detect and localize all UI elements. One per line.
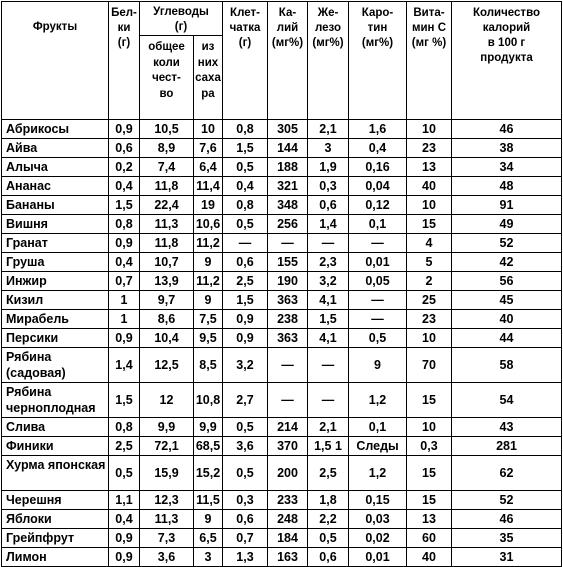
header-carbs-total-line: чест- [152, 72, 181, 84]
calories-cell: 281 [452, 437, 562, 456]
table-row [2, 272, 562, 291]
carbs-total-cell: 7,3 [140, 529, 194, 548]
table-row [2, 456, 562, 491]
sugar-cell: 3 [194, 548, 223, 567]
protein-cell: 0,9 [109, 120, 140, 139]
fruit-name-cell: Черешня [2, 491, 109, 510]
fruit-name-cell: Алыча [2, 158, 109, 177]
carbs-total-cell: 10,7 [140, 253, 194, 272]
calories-cell: 58 [452, 348, 562, 383]
table-header [2, 2, 562, 120]
table-row [2, 215, 562, 234]
iron-cell: 2,5 [308, 456, 349, 491]
fruit-name-cell: Грейпфрут [2, 529, 109, 548]
header-vitamin-c [407, 2, 452, 120]
table-row [2, 253, 562, 272]
calories-cell: 43 [452, 418, 562, 437]
sugar-cell: 9 [194, 510, 223, 529]
fiber-cell: 1,3 [223, 548, 268, 567]
protein-cell: 0,4 [109, 177, 140, 196]
iron-cell: 1,9 [308, 158, 349, 177]
table-row [2, 437, 562, 456]
calories-cell: 34 [452, 158, 562, 177]
vitamin-c-cell: 40 [407, 548, 452, 567]
iron-cell: 1,4 [308, 215, 349, 234]
sugar-cell: 10,6 [194, 215, 223, 234]
protein-cell: 1,1 [109, 491, 140, 510]
header-potassium-line: Ка- [278, 7, 297, 19]
fruit-name-cell: Финики [2, 437, 109, 456]
calories-cell: 31 [452, 548, 562, 567]
table-row [2, 177, 562, 196]
calories-cell: 35 [452, 529, 562, 548]
potassium-cell: 200 [268, 456, 308, 491]
header-calories-line: продукта [480, 52, 533, 64]
protein-cell: 0,4 [109, 510, 140, 529]
header-fiber-line: Клет- [230, 7, 260, 19]
header-protein-line: (г) [117, 37, 131, 49]
vitamin-c-cell: 23 [407, 139, 452, 158]
sugar-cell: 9 [194, 291, 223, 310]
header-carotene [349, 2, 407, 120]
carotene-cell: 0,12 [349, 196, 407, 215]
fruit-name-cell: Ананас [2, 177, 109, 196]
carbs-total-cell: 11,3 [140, 215, 194, 234]
carotene-cell: 0,05 [349, 272, 407, 291]
header-carbs-sugar-line: них [197, 56, 219, 69]
carbs-total-cell: 11,8 [140, 234, 194, 253]
potassium-cell: 188 [268, 158, 308, 177]
fiber-cell: 0,6 [223, 253, 268, 272]
vitamin-c-cell: 0,3 [407, 437, 452, 456]
fiber-cell: 0,4 [223, 177, 268, 196]
sugar-cell: 9,9 [194, 418, 223, 437]
vitamin-c-cell: 15 [407, 215, 452, 234]
fruit-name-cell: Рябина (садовая) [2, 348, 109, 383]
header-potassium-line: (мг%) [271, 37, 304, 49]
carbs-total-cell: 9,9 [140, 418, 194, 437]
carotene-cell: — [349, 234, 407, 253]
header-fruit [2, 2, 109, 120]
protein-cell: 0,9 [109, 529, 140, 548]
protein-cell: 1,4 [109, 348, 140, 383]
potassium-cell: 370 [268, 437, 308, 456]
carotene-cell: 0,04 [349, 177, 407, 196]
vitamin-c-cell: 25 [407, 291, 452, 310]
sugar-cell: 7,6 [194, 139, 223, 158]
fiber-cell: 0,7 [223, 529, 268, 548]
iron-cell: 0,5 [308, 529, 349, 548]
iron-cell: 2,2 [308, 510, 349, 529]
carotene-cell: 0,01 [349, 548, 407, 567]
potassium-cell: 256 [268, 215, 308, 234]
protein-cell: 1 [109, 291, 140, 310]
carbs-total-cell: 8,9 [140, 139, 194, 158]
carotene-cell: 9 [349, 348, 407, 383]
table-row [2, 529, 562, 548]
vitamin-c-cell: 13 [407, 158, 452, 177]
carbs-total-cell: 12 [140, 383, 194, 418]
protein-cell: 2,5 [109, 437, 140, 456]
header-carbs-sugar-line: ра [201, 87, 215, 100]
protein-cell: 1 [109, 310, 140, 329]
fruit-name-cell: Гранат [2, 234, 109, 253]
fruit-name-cell: Яблоки [2, 510, 109, 529]
fruit-name-cell: Слива [2, 418, 109, 437]
protein-cell: 0,9 [109, 329, 140, 348]
protein-cell: 1,5 [109, 383, 140, 418]
protein-cell: 0,5 [109, 456, 140, 491]
calories-cell: 48 [452, 177, 562, 196]
calories-cell: 38 [452, 139, 562, 158]
calories-cell: 49 [452, 215, 562, 234]
carotene-cell: 0,01 [349, 253, 407, 272]
sugar-cell: 68,5 [194, 437, 223, 456]
table-row [2, 234, 562, 253]
sugar-cell: 9 [194, 253, 223, 272]
iron-cell: 4,1 [308, 329, 349, 348]
carbs-total-cell: 7,4 [140, 158, 194, 177]
calories-cell: 44 [452, 329, 562, 348]
header-carbs-sugar-line: саха [195, 72, 221, 84]
vitamin-c-cell: 15 [407, 456, 452, 491]
iron-cell: 1,5 1 [308, 437, 349, 456]
fiber-cell: 0,6 [223, 510, 268, 529]
carotene-cell: 0,03 [349, 510, 407, 529]
potassium-cell: 321 [268, 177, 308, 196]
fiber-cell: 2,5 [223, 272, 268, 291]
potassium-cell: 238 [268, 310, 308, 329]
fruit-name-cell: Персики [2, 329, 109, 348]
iron-cell: 3,2 [308, 272, 349, 291]
sugar-cell: 8,5 [194, 348, 223, 383]
header-carbs-total-line: общее [148, 41, 185, 53]
calories-cell: 40 [452, 310, 562, 329]
vitamin-c-cell: 5 [407, 253, 452, 272]
vitamin-c-cell: 10 [407, 196, 452, 215]
protein-cell: 0,8 [109, 418, 140, 437]
iron-cell: 1,8 [308, 491, 349, 510]
carotene-cell: — [349, 310, 407, 329]
iron-cell: 3 [308, 139, 349, 158]
header-carbs-total [140, 36, 194, 120]
fiber-cell: 0,5 [223, 418, 268, 437]
protein-cell: 0,4 [109, 253, 140, 272]
carbs-total-cell: 9,7 [140, 291, 194, 310]
fiber-cell: 3,6 [223, 437, 268, 456]
fiber-cell: 0,8 [223, 196, 268, 215]
potassium-cell: 214 [268, 418, 308, 437]
table-row [2, 329, 562, 348]
potassium-cell: 363 [268, 291, 308, 310]
calories-cell: 52 [452, 234, 562, 253]
vitamin-c-cell: 70 [407, 348, 452, 383]
potassium-cell: 248 [268, 510, 308, 529]
vitamin-c-cell: 60 [407, 529, 452, 548]
table-body [2, 120, 562, 567]
protein-cell: 0,7 [109, 272, 140, 291]
iron-cell: — [308, 348, 349, 383]
header-calories-line: калорий [482, 22, 531, 34]
carotene-cell: 0,02 [349, 529, 407, 548]
calories-cell: 62 [452, 456, 562, 491]
header-carbs-sugar [194, 36, 223, 120]
sugar-cell: 10 [194, 120, 223, 139]
vitamin-c-cell: 40 [407, 177, 452, 196]
header-protein [109, 2, 140, 120]
carbs-total-cell: 11,8 [140, 177, 194, 196]
header-calories-line: Количество [472, 7, 541, 19]
header-potassium-line: лий [276, 22, 299, 34]
fiber-cell: — [223, 234, 268, 253]
header-carbs-total-line: коли [153, 56, 180, 69]
header-protein-line: ки [117, 22, 131, 34]
fiber-cell: 3,2 [223, 348, 268, 383]
carotene-cell: 0,4 [349, 139, 407, 158]
header-iron-line: Же- [317, 7, 339, 19]
potassium-cell: 305 [268, 120, 308, 139]
fiber-cell: 0,5 [223, 456, 268, 491]
carotene-cell: — [349, 291, 407, 310]
table-row [2, 291, 562, 310]
protein-cell: 0,8 [109, 215, 140, 234]
fiber-cell: 1,5 [223, 139, 268, 158]
carbs-total-cell: 15,9 [140, 456, 194, 491]
vitamin-c-cell: 10 [407, 120, 452, 139]
table-row [2, 491, 562, 510]
sugar-cell: 6,5 [194, 529, 223, 548]
table-row [2, 120, 562, 139]
calories-cell: 42 [452, 253, 562, 272]
carbs-total-cell: 10,5 [140, 120, 194, 139]
fiber-cell: 0,3 [223, 491, 268, 510]
vitamin-c-cell: 10 [407, 329, 452, 348]
potassium-cell: — [268, 348, 308, 383]
protein-cell: 0,9 [109, 234, 140, 253]
carotene-cell: 1,6 [349, 120, 407, 139]
carbs-total-cell: 13,9 [140, 272, 194, 291]
sugar-cell: 19 [194, 196, 223, 215]
header-iron [308, 2, 349, 120]
potassium-cell: 184 [268, 529, 308, 548]
fruit-name-cell: Абрикосы [2, 120, 109, 139]
header-carbs-line: (г) [174, 21, 188, 33]
header-potassium [268, 2, 308, 120]
calories-cell: 46 [452, 510, 562, 529]
table-row [2, 196, 562, 215]
header-fruit-label: Фрукты [32, 21, 78, 33]
carotene-cell: 0,5 [349, 329, 407, 348]
protein-cell: 0,6 [109, 139, 140, 158]
carbs-total-cell: 10,4 [140, 329, 194, 348]
carbs-total-cell: 11,3 [140, 510, 194, 529]
potassium-cell: 363 [268, 329, 308, 348]
carotene-cell: 1,2 [349, 383, 407, 418]
potassium-cell: 190 [268, 272, 308, 291]
fruit-name-cell: Лимон [2, 548, 109, 567]
sugar-cell: 7,5 [194, 310, 223, 329]
header-carbs [140, 2, 223, 36]
table-row [2, 139, 562, 158]
sugar-cell: 6,4 [194, 158, 223, 177]
carbs-total-cell: 22,4 [140, 196, 194, 215]
header-carbs-line: Углеводы [153, 6, 209, 18]
sugar-cell: 11,2 [194, 272, 223, 291]
vitamin-c-cell: 10 [407, 418, 452, 437]
table-row [2, 548, 562, 567]
fiber-cell: 0,9 [223, 310, 268, 329]
header-fiber [223, 2, 268, 120]
carotene-cell: 0,16 [349, 158, 407, 177]
table-row [2, 510, 562, 529]
vitamin-c-cell: 23 [407, 310, 452, 329]
fiber-cell: 1,5 [223, 291, 268, 310]
carbs-total-cell: 12,3 [140, 491, 194, 510]
fruit-name-cell: Хурма японская [2, 456, 109, 491]
iron-cell: 4,1 [308, 291, 349, 310]
header-carotene-line: Каро- [361, 7, 394, 19]
table-row [2, 348, 562, 383]
carbs-total-cell: 3,6 [140, 548, 194, 567]
sugar-cell: 9,5 [194, 329, 223, 348]
sugar-cell: 15,2 [194, 456, 223, 491]
fruit-name-cell: Бананы [2, 196, 109, 215]
header-carotene-line: (мг%) [361, 37, 394, 49]
header-iron-line: лезо [314, 22, 341, 34]
carotene-cell: 0,1 [349, 215, 407, 234]
calories-cell: 56 [452, 272, 562, 291]
iron-cell: 1,5 [308, 310, 349, 329]
iron-cell: — [308, 234, 349, 253]
iron-cell: 0,6 [308, 196, 349, 215]
calories-cell: 54 [452, 383, 562, 418]
carotene-cell: 0,1 [349, 418, 407, 437]
header-fiber-line: чатка [229, 22, 261, 34]
fruit-name-cell: Кизил [2, 291, 109, 310]
header-carbs-sugar-line: из [201, 41, 215, 53]
protein-cell: 1,5 [109, 196, 140, 215]
vitamin-c-cell: 13 [407, 510, 452, 529]
table-row [2, 418, 562, 437]
sugar-cell: 11,5 [194, 491, 223, 510]
calories-cell: 46 [452, 120, 562, 139]
header-vitamin-c-line: Вита- [413, 7, 445, 19]
table-row [2, 158, 562, 177]
header-calories-line: в 100 г [487, 37, 526, 49]
fruit-name-cell: Груша [2, 253, 109, 272]
fiber-cell: 0,8 [223, 120, 268, 139]
iron-cell: 0,6 [308, 548, 349, 567]
sugar-cell: 10,8 [194, 383, 223, 418]
header-fiber-line: (г) [238, 37, 252, 49]
carotene-cell: Следы [349, 437, 407, 456]
header-protein-line: Бел- [111, 7, 137, 19]
fiber-cell: 0,5 [223, 215, 268, 234]
protein-cell: 0,9 [109, 548, 140, 567]
fruit-name-cell: Мирабель [2, 310, 109, 329]
sugar-cell: 11,2 [194, 234, 223, 253]
iron-cell: 2,1 [308, 120, 349, 139]
potassium-cell: 144 [268, 139, 308, 158]
fruit-name-cell: Вишня [2, 215, 109, 234]
iron-cell: 2,3 [308, 253, 349, 272]
header-iron-line: (мг%) [312, 37, 344, 49]
carbs-total-cell: 8,6 [140, 310, 194, 329]
calories-cell: 91 [452, 196, 562, 215]
header-carbs-total-line: во [159, 87, 174, 100]
potassium-cell: 233 [268, 491, 308, 510]
table-row [2, 383, 562, 418]
carotene-cell: 1,2 [349, 456, 407, 491]
header-calories [452, 2, 562, 120]
potassium-cell: — [268, 383, 308, 418]
carotene-cell: 0,15 [349, 491, 407, 510]
fiber-cell: 0,5 [223, 158, 268, 177]
table-row [2, 310, 562, 329]
fruit-name-cell: Рябина черноплодная [2, 383, 109, 418]
sugar-cell: 11,4 [194, 177, 223, 196]
carbs-total-cell: 72,1 [140, 437, 194, 456]
protein-cell: 0,2 [109, 158, 140, 177]
vitamin-c-cell: 2 [407, 272, 452, 291]
fiber-cell: 2,7 [223, 383, 268, 418]
vitamin-c-cell: 15 [407, 491, 452, 510]
fruit-nutrition-table [1, 1, 562, 567]
iron-cell: — [308, 383, 349, 418]
vitamin-c-cell: 4 [407, 234, 452, 253]
header-vitamin-c-line: мин С [411, 22, 447, 34]
carbs-total-cell: 12,5 [140, 348, 194, 383]
calories-cell: 45 [452, 291, 562, 310]
header-vitamin-c-line: (мг %) [411, 37, 447, 49]
potassium-cell: 348 [268, 196, 308, 215]
potassium-cell: 155 [268, 253, 308, 272]
fruit-name-cell: Инжир [2, 272, 109, 291]
fiber-cell: 0,9 [223, 329, 268, 348]
vitamin-c-cell: 15 [407, 383, 452, 418]
potassium-cell: 163 [268, 548, 308, 567]
iron-cell: 2,1 [308, 418, 349, 437]
iron-cell: 0,3 [308, 177, 349, 196]
header-carotene-line: тин [367, 22, 388, 34]
calories-cell: 52 [452, 491, 562, 510]
potassium-cell: — [268, 234, 308, 253]
fruit-name-cell: Айва [2, 139, 109, 158]
